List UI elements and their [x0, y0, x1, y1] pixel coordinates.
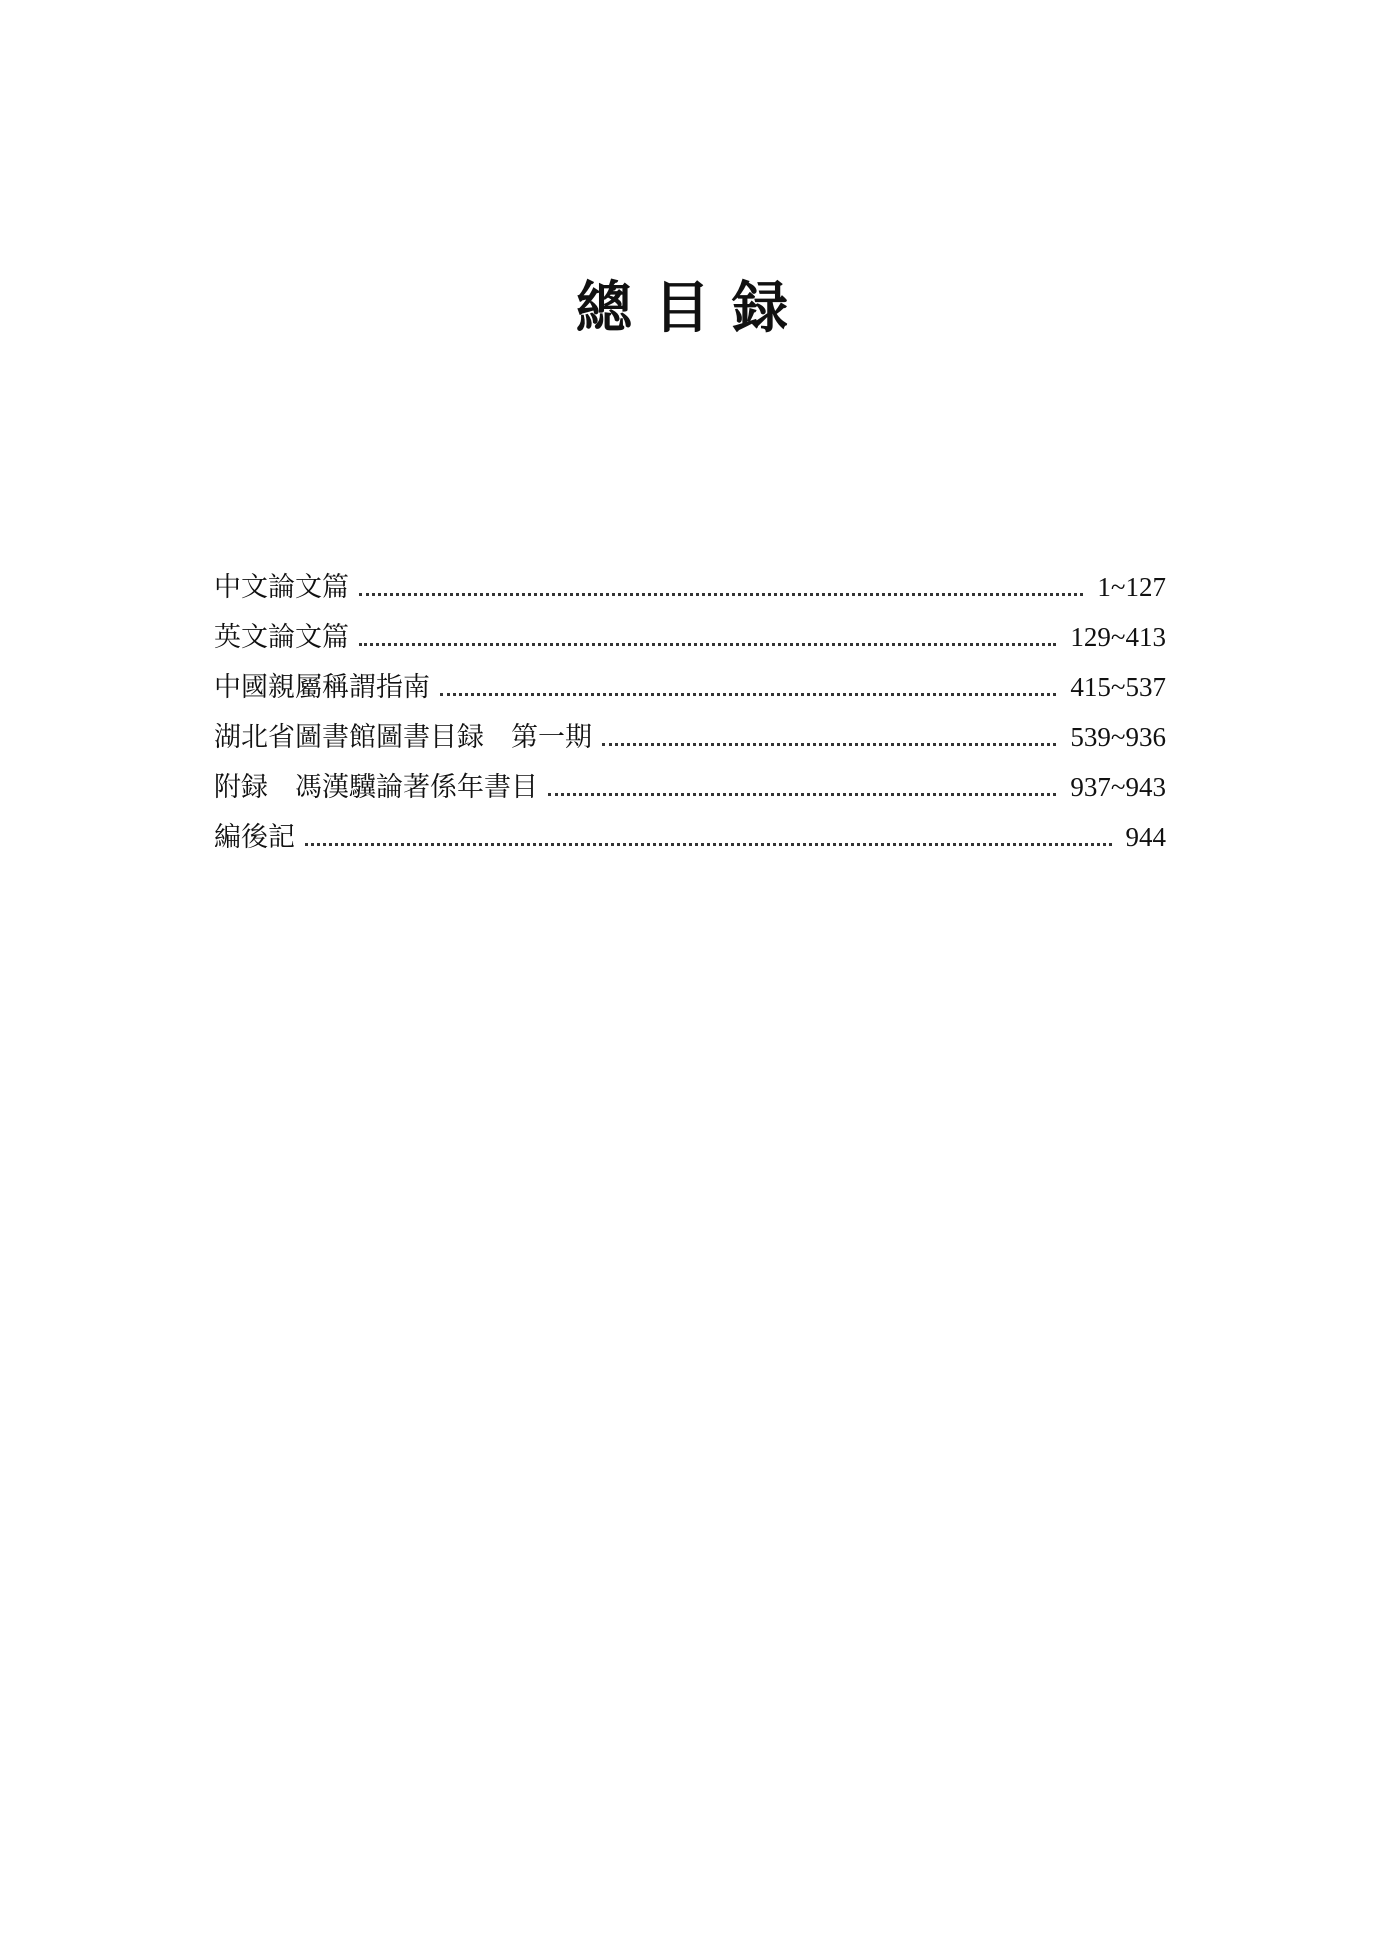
- toc-leader-dots: [440, 692, 1056, 696]
- toc-entry-title: 英文論文篇: [214, 622, 349, 653]
- toc-entry-pages: 944: [1125, 822, 1166, 852]
- page-title: 總目録: [576, 275, 810, 341]
- toc-leader-dots: [359, 592, 1083, 596]
- toc-leader-dots: [305, 842, 1112, 846]
- toc-entry[interactable]: [214, 562, 1166, 612]
- toc-entry[interactable]: [214, 712, 1166, 762]
- toc-entry-pages: 415~537: [1070, 672, 1166, 702]
- toc-entry[interactable]: [214, 762, 1166, 812]
- toc-entry-pages: 937~943: [1070, 772, 1166, 802]
- toc-entry-title: 編後記: [214, 822, 295, 853]
- toc-entry[interactable]: [214, 662, 1166, 712]
- table-of-contents: [214, 562, 1166, 862]
- toc-entry-title: 中文論文篇: [214, 572, 349, 603]
- toc-entry[interactable]: [214, 612, 1166, 662]
- toc-entry-pages: 129~413: [1070, 622, 1166, 652]
- toc-entry-title: 附録 馮漢驥論著係年書目: [214, 772, 538, 803]
- toc-leader-dots: [602, 742, 1056, 746]
- toc-entry[interactable]: [214, 812, 1166, 862]
- toc-entry-title: 湖北省圖書館圖書目録 第一期: [214, 722, 592, 753]
- toc-leader-dots: [548, 792, 1056, 796]
- toc-entry-title: 中國親屬稱謂指南: [214, 672, 430, 703]
- toc-leader-dots: [359, 642, 1056, 646]
- toc-entry-pages: 539~936: [1070, 722, 1166, 752]
- toc-entry-pages: 1~127: [1097, 572, 1166, 602]
